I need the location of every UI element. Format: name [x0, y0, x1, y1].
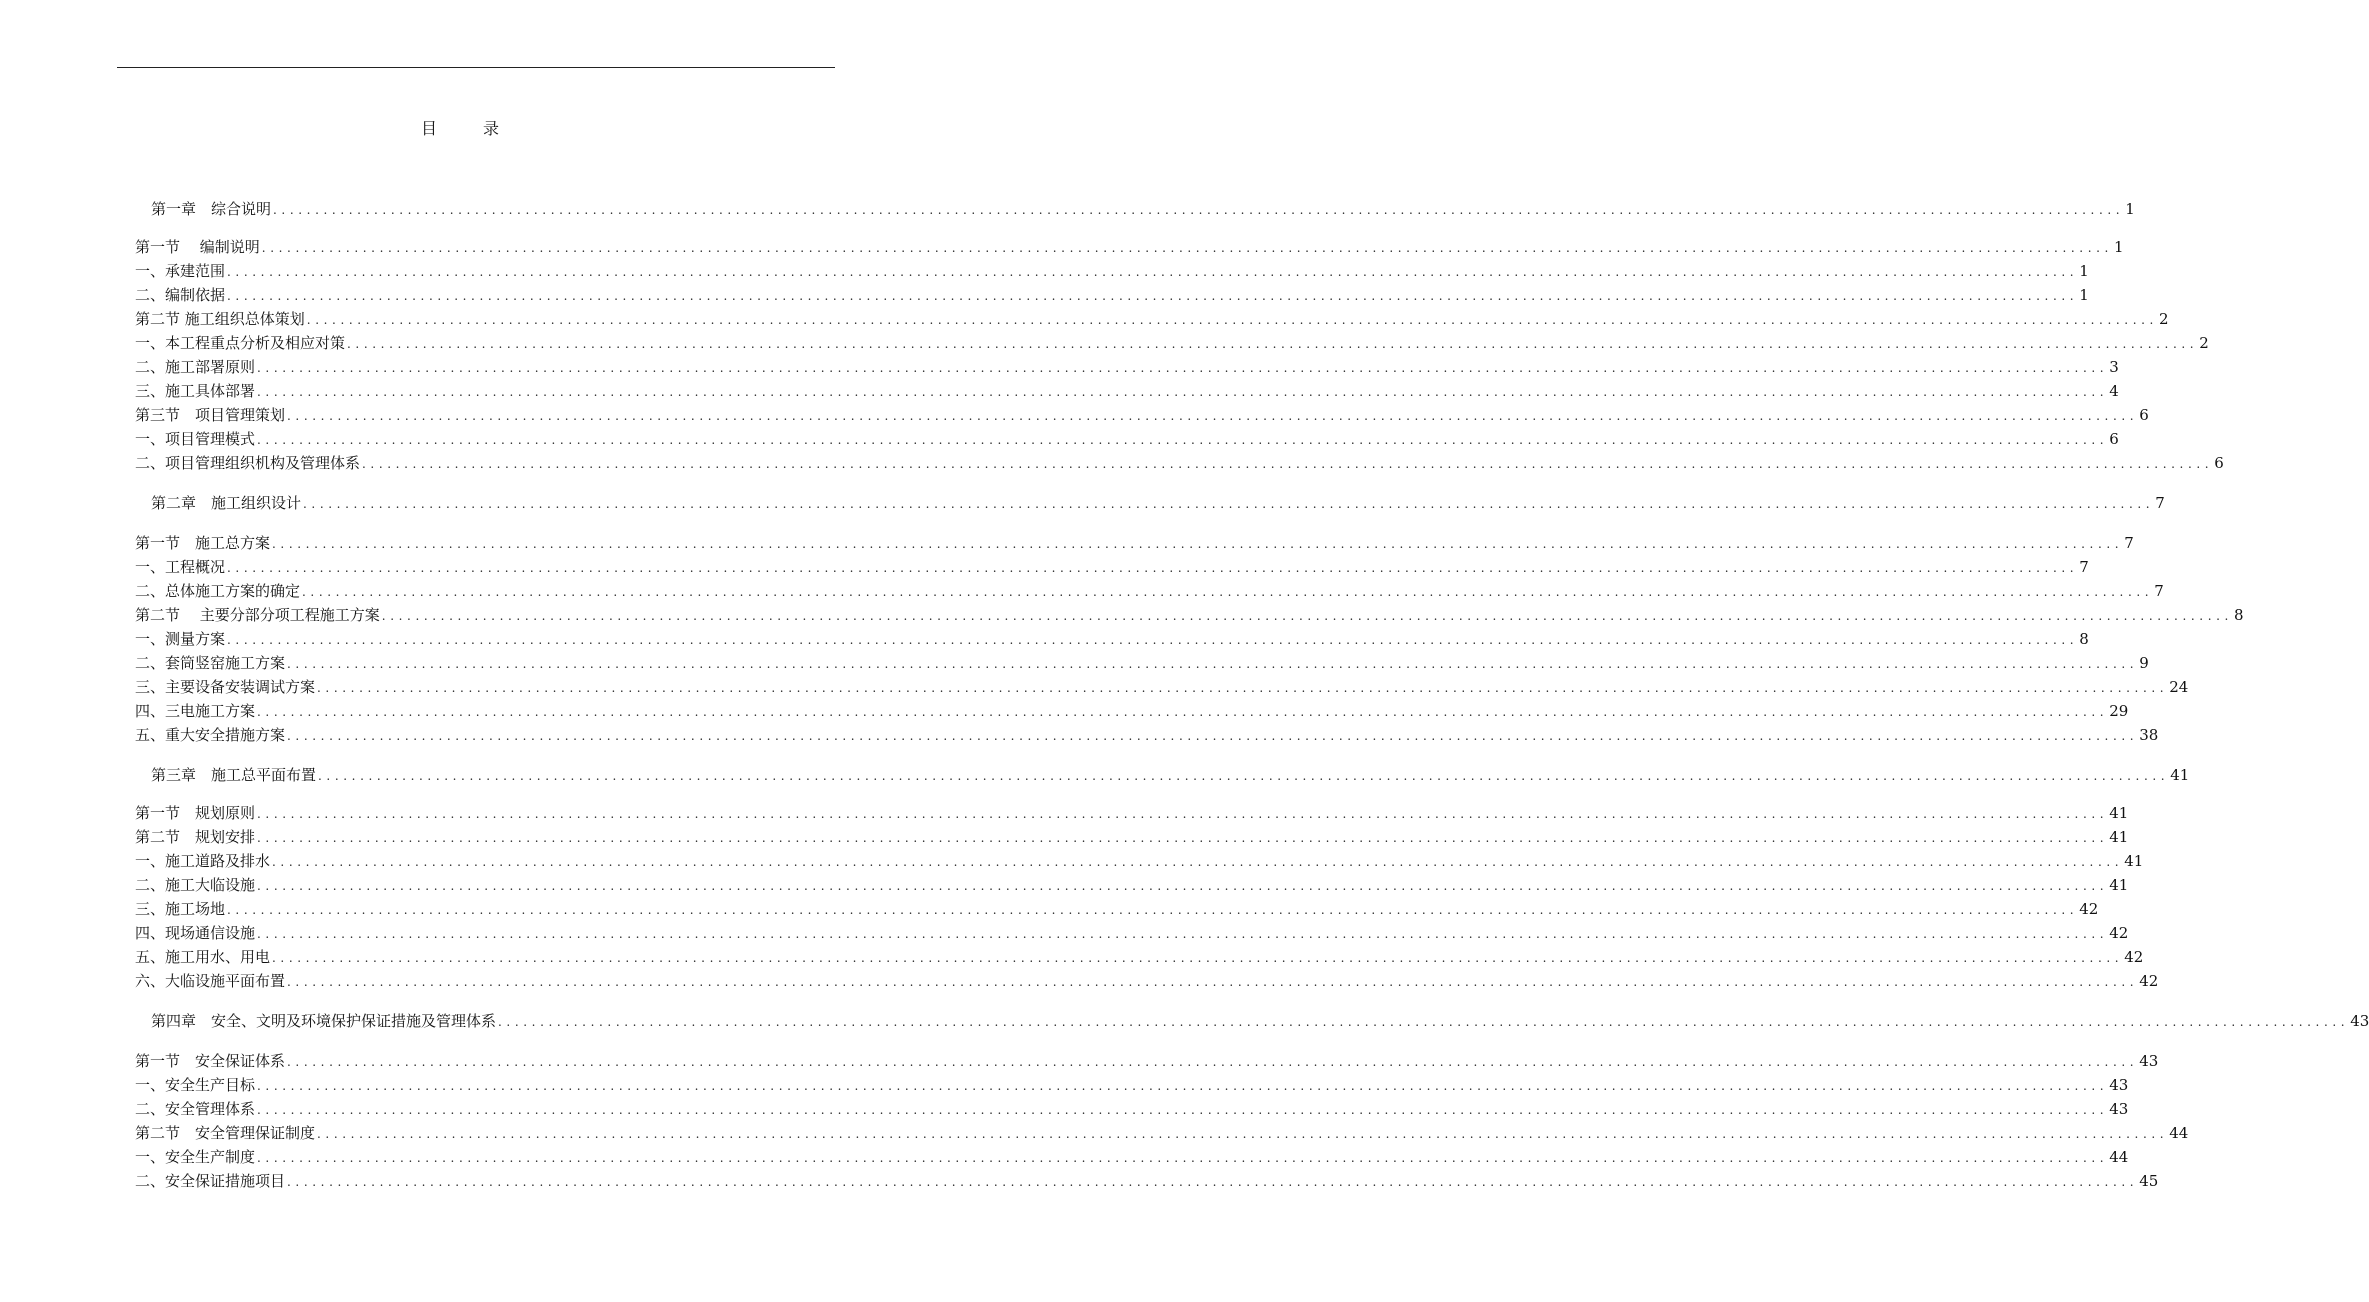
toc-entry-label: 第二节 施工组织总体策划	[135, 310, 305, 328]
toc-entry-label: 一、安全生产制度	[135, 1148, 256, 1166]
toc-entry-label: 第二节 规划安排	[135, 828, 256, 846]
toc-dot-leader: ............................................................................................................................................................................................................................	[318, 769, 2170, 783]
toc-dot-leader: ............................................................................................................................................................................................................................	[362, 457, 2214, 471]
toc-entry-label: 二、总体施工方案的确定	[135, 582, 301, 600]
toc-entry-page: 6	[2214, 454, 2224, 472]
toc-entry-label: 二、施工部署原则	[135, 358, 256, 376]
toc-entry-label: 第一章 综合说明	[151, 200, 272, 218]
toc-entry-label: 一、施工道路及排水	[135, 852, 271, 870]
toc-dot-leader: ............................................................................................................................................................................................................................	[317, 681, 2169, 695]
toc-entry-label: 第一节 编制说明	[135, 238, 260, 256]
toc-entry-page: 43	[2139, 1052, 2159, 1070]
toc-entry-page: 42	[2139, 972, 2159, 990]
toc-entry-label: 第三节 项目管理策划	[135, 406, 286, 424]
toc-item-entry[interactable]	[135, 1074, 2129, 1096]
toc-item-entry[interactable]	[135, 652, 2149, 674]
toc-entry-page: 43	[2109, 1076, 2129, 1094]
toc-item-entry[interactable]	[135, 428, 2119, 450]
toc-entry-page: 41	[2109, 876, 2129, 894]
toc-entry-label: 第一节 施工总方案	[135, 534, 271, 552]
toc-dot-leader: ............................................................................................................................................................................................................................	[272, 855, 2124, 869]
toc-dot-leader: ............................................................................................................................................................................................................................	[287, 729, 2139, 743]
toc-entry-page: 1	[2113, 238, 2124, 256]
toc-entry-page: 24	[2169, 678, 2189, 696]
toc-section-entry[interactable]	[135, 1122, 2189, 1144]
toc-dot-leader: ............................................................................................................................................................................................................................	[302, 585, 2154, 599]
toc-entry-label: 二、安全管理体系	[135, 1100, 256, 1118]
toc-dot-leader: ............................................................................................................................................................................................................................	[287, 657, 2139, 671]
toc-dot-leader: ............................................................................................................................................................................................................................	[381, 609, 2233, 623]
toc-section-entry[interactable]	[135, 604, 2244, 626]
toc-item-entry[interactable]	[135, 724, 2159, 746]
toc-entry-label: 第二节 安全管理保证制度	[135, 1124, 316, 1142]
toc-entry-label: 第一节 安全保证体系	[135, 1052, 286, 1070]
toc-entry-label: 第二节 主要分部分项工程施工方案	[135, 606, 380, 624]
toc-dot-leader: ............................................................................................................................................................................................................................	[257, 361, 2109, 375]
toc-entry-page: 41	[2109, 828, 2129, 846]
toc-item-entry[interactable]	[135, 452, 2224, 474]
toc-entry-page: 43	[2109, 1100, 2129, 1118]
toc-item-entry[interactable]	[135, 922, 2129, 944]
toc-entry-label: 第二章 施工组织设计	[151, 494, 302, 512]
toc-section-entry[interactable]	[135, 1050, 2159, 1072]
toc-entry-page: 44	[2169, 1124, 2189, 1142]
toc-entry-label: 六、大临设施平面布置	[135, 972, 286, 990]
toc-dot-leader: ............................................................................................................................................................................................................................	[303, 497, 2155, 511]
toc-dot-leader: ............................................................................................................................................................................................................................	[227, 289, 2079, 303]
toc-entry-label: 二、套筒竖窑施工方案	[135, 654, 286, 672]
toc-entry-page: 42	[2109, 924, 2129, 942]
toc-entry-page: 6	[2139, 406, 2149, 424]
toc-entry-label: 一、本工程重点分析及相应对策	[135, 334, 346, 352]
toc-entry-page: 4	[2109, 382, 2119, 400]
toc-dot-leader: ............................................................................................................................................................................................................................	[257, 1151, 2109, 1165]
toc-dot-leader: ............................................................................................................................................................................................................................	[272, 537, 2124, 551]
toc-entry-page: 43	[2350, 1012, 2369, 1030]
toc-entry-label: 三、施工场地	[135, 900, 226, 918]
toc-entry-page: 42	[2079, 900, 2099, 918]
toc-section-entry[interactable]	[135, 802, 2129, 824]
toc-dot-leader: ............................................................................................................................................................................................................................	[261, 241, 2113, 255]
toc-item-entry[interactable]	[135, 556, 2089, 578]
toc-item-entry[interactable]	[135, 850, 2144, 872]
toc-entry-label: 第一节 规划原则	[135, 804, 256, 822]
toc-dot-leader: ............................................................................................................................................................................................................................	[498, 1015, 2350, 1029]
toc-dot-leader: ............................................................................................................................................................................................................................	[257, 831, 2109, 845]
toc-item-entry[interactable]	[135, 332, 2209, 354]
toc-entry-label: 二、安全保证措施项目	[135, 1172, 286, 1190]
toc-entry-page: 8	[2233, 606, 2244, 624]
toc-item-entry[interactable]	[135, 1146, 2129, 1168]
toc-dot-leader: ............................................................................................................................................................................................................................	[257, 1079, 2109, 1093]
toc-dot-leader: ............................................................................................................................................................................................................................	[347, 337, 2199, 351]
toc-entry-label: 三、施工具体部署	[135, 382, 256, 400]
toc-item-entry[interactable]	[135, 580, 2164, 602]
table-of-contents	[135, 0, 2369, 1302]
toc-item-entry[interactable]	[135, 356, 2119, 378]
toc-entry-label: 第三章 施工总平面布置	[151, 766, 317, 784]
toc-item-entry[interactable]	[135, 970, 2159, 992]
toc-entry-page: 3	[2109, 358, 2119, 376]
toc-entry-page: 45	[2139, 1172, 2159, 1190]
toc-entry-page: 1	[2125, 200, 2135, 218]
toc-section-entry[interactable]	[135, 532, 2134, 554]
toc-dot-leader: ............................................................................................................................................................................................................................	[306, 313, 2158, 327]
toc-dot-leader: ............................................................................................................................................................................................................................	[317, 1127, 2169, 1141]
toc-chapter-entry[interactable]	[135, 764, 2190, 786]
toc-dot-leader: ............................................................................................................................................................................................................................	[257, 433, 2109, 447]
toc-entry-page: 44	[2109, 1148, 2129, 1166]
toc-entry-page: 2	[2158, 310, 2169, 328]
toc-entry-label: 一、安全生产目标	[135, 1076, 256, 1094]
toc-entry-label: 一、承建范围	[135, 262, 226, 280]
toc-entry-page: 42	[2124, 948, 2144, 966]
toc-entry-page: 41	[2109, 804, 2129, 822]
toc-entry-label: 一、测量方案	[135, 630, 226, 648]
toc-item-entry[interactable]	[135, 1170, 2159, 1192]
toc-section-entry[interactable]	[135, 404, 2149, 426]
toc-entry-label: 一、工程概况	[135, 558, 226, 576]
toc-entry-label: 二、施工大临设施	[135, 876, 256, 894]
toc-entry-label: 二、项目管理组织机构及管理体系	[135, 454, 361, 472]
toc-dot-leader: ............................................................................................................................................................................................................................	[227, 265, 2079, 279]
toc-item-entry[interactable]	[135, 874, 2129, 896]
toc-entry-label: 五、重大安全措施方案	[135, 726, 286, 744]
toc-dot-leader: ............................................................................................................................................................................................................................	[273, 203, 2125, 217]
toc-item-entry[interactable]	[135, 946, 2144, 968]
toc-entry-label: 三、主要设备安装调试方案	[135, 678, 316, 696]
toc-dot-leader: ............................................................................................................................................................................................................................	[257, 385, 2109, 399]
toc-item-entry[interactable]	[135, 676, 2189, 698]
toc-entry-page: 7	[2124, 534, 2134, 552]
toc-item-entry[interactable]	[135, 1098, 2129, 1120]
toc-entry-page: 7	[2154, 582, 2164, 600]
toc-dot-leader: ............................................................................................................................................................................................................................	[257, 705, 2109, 719]
toc-item-entry[interactable]	[135, 700, 2129, 722]
toc-dot-leader: ............................................................................................................................................................................................................................	[227, 561, 2079, 575]
toc-entry-page: 41	[2170, 766, 2190, 784]
toc-entry-page: 7	[2079, 558, 2089, 576]
toc-item-entry[interactable]	[135, 628, 2089, 650]
toc-item-entry[interactable]	[135, 380, 2119, 402]
toc-entry-page: 2	[2199, 334, 2209, 352]
toc-section-entry[interactable]	[135, 308, 2169, 330]
toc-dot-leader: ............................................................................................................................................................................................................................	[257, 807, 2109, 821]
toc-entry-label: 四、现场通信设施	[135, 924, 256, 942]
toc-dot-leader: ............................................................................................................................................................................................................................	[272, 951, 2124, 965]
toc-dot-leader: ............................................................................................................................................................................................................................	[257, 927, 2109, 941]
toc-entry-page: 38	[2139, 726, 2159, 744]
toc-dot-leader: ............................................................................................................................................................................................................................	[287, 975, 2139, 989]
toc-entry-page: 8	[2079, 630, 2089, 648]
toc-item-entry[interactable]	[135, 898, 2099, 920]
toc-dot-leader: ............................................................................................................................................................................................................................	[257, 879, 2109, 893]
toc-dot-leader: ............................................................................................................................................................................................................................	[287, 409, 2139, 423]
toc-dot-leader: ............................................................................................................................................................................................................................	[287, 1055, 2139, 1069]
toc-entry-page: 29	[2109, 702, 2129, 720]
toc-entry-label: 一、项目管理模式	[135, 430, 256, 448]
toc-entry-page: 6	[2109, 430, 2119, 448]
toc-entry-label: 二、编制依据	[135, 286, 226, 304]
toc-entry-label: 第四章 安全、文明及环境保护保证措施及管理体系	[151, 1012, 497, 1030]
toc-section-entry[interactable]	[135, 236, 2124, 258]
toc-entry-page: 7	[2155, 494, 2165, 512]
toc-title-left: 目	[420, 119, 437, 138]
toc-chapter-entry[interactable]	[135, 198, 2135, 220]
toc-entry-page: 41	[2124, 852, 2144, 870]
toc-entry-page: 1	[2079, 262, 2089, 280]
toc-dot-leader: ............................................................................................................................................................................................................................	[287, 1175, 2139, 1189]
toc-section-entry[interactable]	[135, 826, 2129, 848]
toc-chapter-entry[interactable]	[135, 1010, 2369, 1032]
toc-title-right: 录	[483, 119, 500, 138]
toc-item-entry[interactable]	[135, 260, 2089, 282]
toc-entry-page: 1	[2079, 286, 2089, 304]
toc-item-entry[interactable]	[135, 284, 2089, 306]
toc-entry-page: 9	[2139, 654, 2149, 672]
toc-entry-label: 四、三电施工方案	[135, 702, 256, 720]
toc-dot-leader: ............................................................................................................................................................................................................................	[257, 1103, 2109, 1117]
toc-dot-leader: ............................................................................................................................................................................................................................	[227, 903, 2079, 917]
toc-dot-leader: ............................................................................................................................................................................................................................	[227, 633, 2079, 647]
toc-entry-label: 五、施工用水、用电	[135, 948, 271, 966]
toc-chapter-entry[interactable]	[135, 492, 2165, 514]
